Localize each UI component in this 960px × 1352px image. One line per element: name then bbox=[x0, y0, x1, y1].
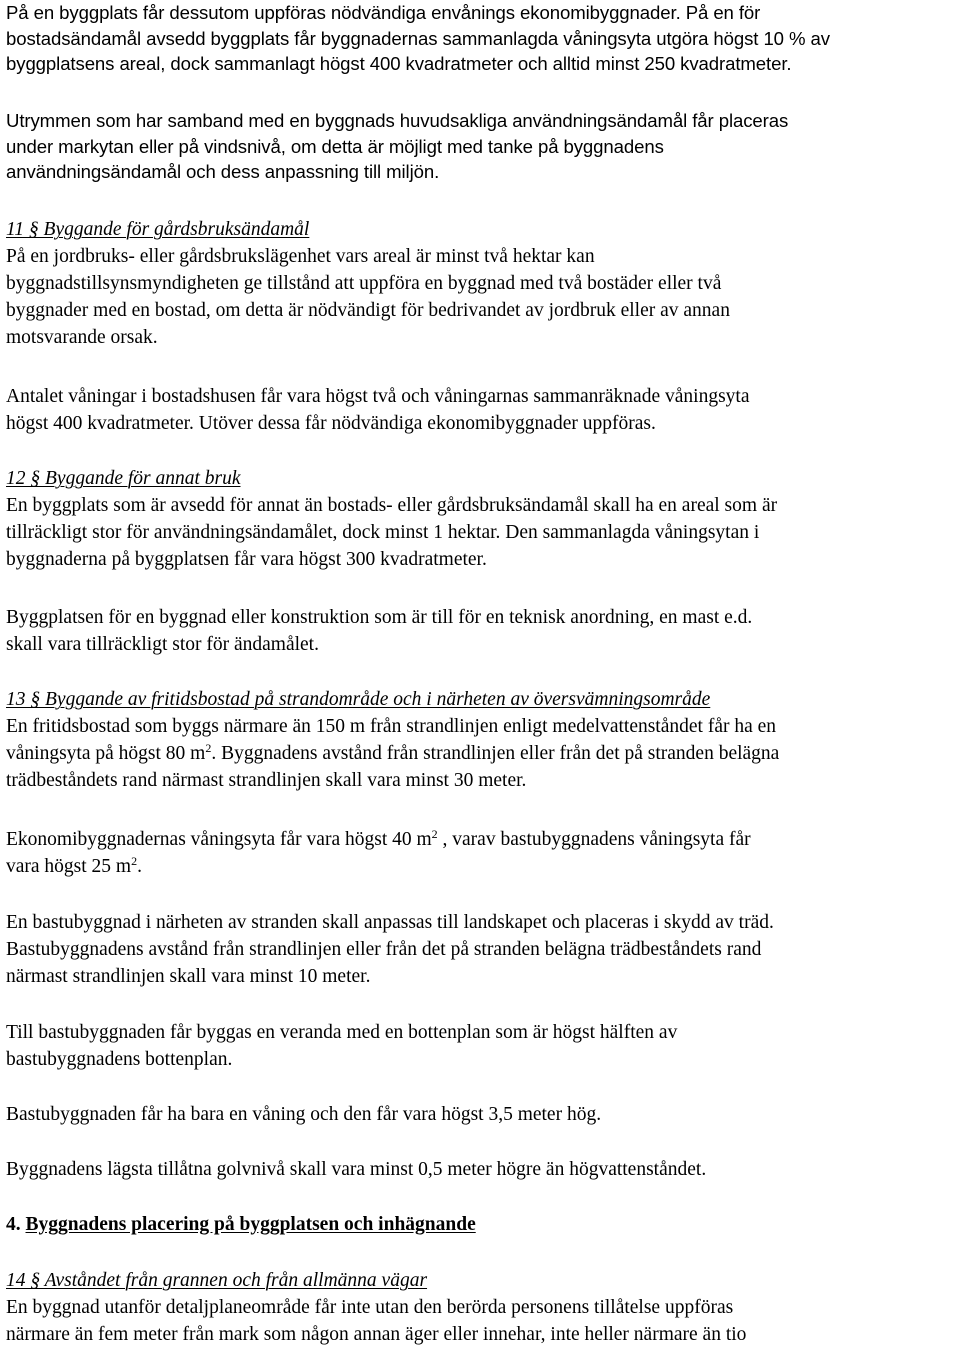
text-line: användningsändamål och dess anpassning till miljön. bbox=[6, 161, 440, 182]
section-12-heading: 12 § Byggande för annat bruk bbox=[6, 468, 241, 489]
section-11 bbox=[6, 216, 956, 351]
text-fragment: . Byggnadens avstånd från strandlinjen eller från det på stranden belägna bbox=[211, 743, 780, 764]
section-13-paragraph-6 bbox=[6, 1156, 956, 1183]
chapter-title: Byggnadens placering på byggplatsen och inhägnande bbox=[25, 1214, 476, 1235]
chapter-4-heading bbox=[6, 1211, 956, 1238]
superscript: 2 bbox=[205, 741, 212, 755]
section-14 bbox=[6, 1267, 956, 1348]
text-line: Bastubyggnadens avstånd från strandlinjen eller från det på stranden belägna trädbeståndets rand bbox=[6, 939, 762, 960]
text-line: En bastubyggnad i närheten av stranden skall anpassas till landskapet och placeras i skydd av träd. bbox=[6, 912, 774, 933]
text-line: skall vara tillräckligt stor för ändamålet. bbox=[6, 634, 319, 655]
section-13-paragraph-4 bbox=[6, 1019, 956, 1073]
text-line: En fritidsbostad som byggs närmare än 150 m från strandlinjen enligt medelvattenståndet får ha en bbox=[6, 716, 777, 737]
section-13-paragraph-3 bbox=[6, 909, 956, 990]
text-line: Till bastubyggnaden får byggas en veranda med en bottenplan som är högst hälften av bbox=[6, 1022, 678, 1043]
text-fragment: vara högst 25 m bbox=[6, 856, 132, 877]
section-13-heading: 13 § Byggande av fritidsbostad på strandområde och i närheten av översvämningsområde bbox=[6, 689, 711, 710]
text-line: högst 400 kvadratmeter. Utöver dessa får nödvändiga ekonomibyggnader uppföras. bbox=[6, 413, 656, 434]
paragraph-ekonomibyggnader bbox=[6, 0, 956, 77]
section-12 bbox=[6, 465, 956, 573]
text-line: bastubyggnadens bottenplan. bbox=[6, 1049, 233, 1070]
section-13 bbox=[6, 686, 956, 794]
text-line: Antalet våningar i bostadshusen får vara högst två och våningarnas sammanräknade våningsyta bbox=[6, 386, 750, 407]
text-line: byggplatsens areal, dock sammanlagt högst 400 kvadratmeter och alltid minst 250 kvadratmeter. bbox=[6, 53, 792, 74]
section-13-paragraph-2 bbox=[6, 826, 956, 880]
text-line: byggnaderna på byggplatsen får vara högst 300 kvadratmeter. bbox=[6, 549, 487, 570]
text-line: trädbeståndets rand närmast strandlinjen skall vara minst 30 meter. bbox=[6, 770, 527, 791]
superscript: 2 bbox=[131, 854, 138, 868]
text-fragment: Ekonomibyggnadernas våningsyta får vara högst 40 m bbox=[6, 829, 432, 850]
text-line: På en jordbruks- eller gårdsbrukslägenhet vars areal är minst två hektar kan bbox=[6, 246, 595, 267]
section-11-paragraph-2 bbox=[6, 383, 956, 437]
text-line: tillräckligt stor för användningsändamålet, dock minst 1 hektar. Den sammanlagda våningsytan i bbox=[6, 522, 760, 543]
text-line: På en byggplats får dessutom uppföras nödvändiga envånings ekonomibyggnader. På en för bbox=[6, 2, 761, 23]
text-line bbox=[6, 853, 956, 880]
text-fragment: våningsyta på högst 80 m bbox=[6, 743, 206, 764]
section-14-heading: 14 § Avståndet från grannen och från allmänna vägar bbox=[6, 1270, 428, 1291]
text-line: bostadsändamål avsedd byggplats får byggnadernas sammanlagda våningsyta utgöra högst 10 % av bbox=[6, 27, 830, 49]
text-line: närmare än fem meter från mark som någon annan äger eller innehar, inte heller närmare än tio bbox=[6, 1324, 747, 1345]
text-line: under markytan eller på vindsnivå, om detta är möjligt med tanke på byggnadens bbox=[6, 135, 664, 157]
section-13-paragraph-5 bbox=[6, 1101, 956, 1128]
text-line: Byggnadens lägsta tillåtna golvnivå skall vara minst 0,5 meter högre än högvattenståndet. bbox=[6, 1159, 707, 1180]
superscript: 2 bbox=[431, 827, 438, 841]
text-line: Byggplatsen för en byggnad eller konstruktion som är till för en teknisk anordning, en mast e.d. bbox=[6, 607, 753, 628]
section-11-heading: 11 § Byggande för gårdsbruksändamål bbox=[6, 219, 310, 240]
text-line: En byggnad utanför detaljplaneområde får inte utan den berörda personens tillåtelse uppföras bbox=[6, 1297, 734, 1318]
text-line: En byggplats som är avsedd för annat än bostads- eller gårdsbruksändamål skall ha en areal som är bbox=[6, 495, 778, 516]
text-fragment: , varav bastubyggnadens våningsyta får bbox=[437, 829, 751, 850]
text-line: byggnader med en bostad, om detta är nödvändigt för bedrivandet av jordbruk eller av annan bbox=[6, 300, 730, 321]
text-line bbox=[6, 740, 956, 767]
paragraph-utrymmen bbox=[6, 108, 956, 185]
text-line bbox=[6, 826, 956, 853]
text-line: Bastubyggnaden får ha bara en våning och den får vara högst 3,5 meter hög. bbox=[6, 1104, 602, 1125]
text-fragment: . bbox=[137, 856, 142, 877]
text-line: motsvarande orsak. bbox=[6, 327, 158, 348]
section-12-paragraph-2 bbox=[6, 604, 956, 658]
chapter-number: 4. bbox=[6, 1214, 26, 1235]
text-line: Utrymmen som har samband med en byggnads huvudsakliga användningsändamål får placeras bbox=[6, 110, 789, 131]
text-line: närmast strandlinjen skall vara minst 10 meter. bbox=[6, 966, 371, 987]
text-line: byggnadstillsynsmyndigheten ge tillstånd att uppföra en byggnad med två bostäder eller två bbox=[6, 273, 722, 294]
